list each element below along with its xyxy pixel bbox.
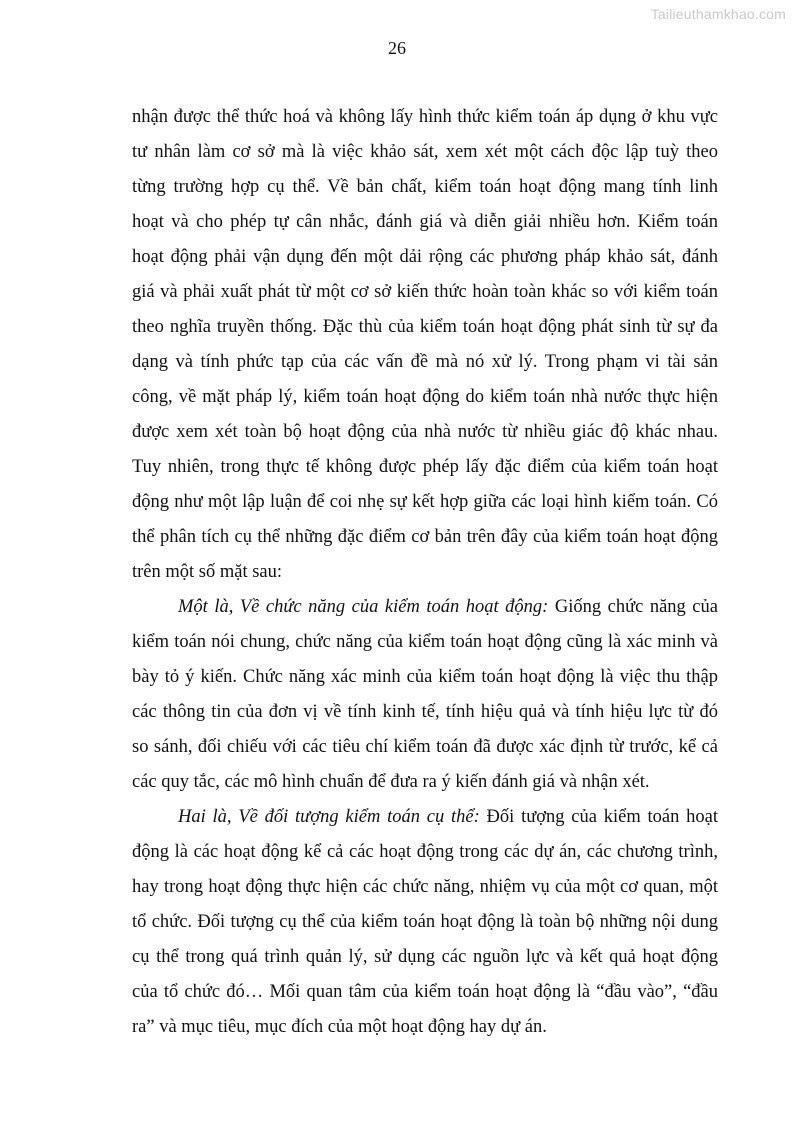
text-line: tổ chức. Đối tượng cụ thể của kiểm toán hoạt động là toàn bộ những nội dung — [132, 912, 718, 932]
paragraph-2 — [132, 590, 718, 800]
text-span: Đối tượng của kiểm toán hoạt — [479, 807, 718, 827]
text-line: dạng và tính phức tạp của các vấn đề mà nó xử lý. Trong phạm vi tài sản — [132, 352, 718, 372]
paragraph-3 — [132, 800, 718, 1045]
text-line: bày tỏ ý kiến. Chức năng xác minh của kiểm toán hoạt động là việc thu thập — [132, 667, 718, 687]
text-line: thể phân tích cụ thể những đặc điểm cơ bản trên đây của kiểm toán hoạt động — [132, 527, 718, 547]
text-line: giá và phải xuất phát từ một cơ sở kiến thức hoàn toàn khác so với kiểm toán — [132, 282, 718, 302]
text-line: được xem xét toàn bộ hoạt động của nhà nước từ nhiều giác độ khác nhau. — [132, 422, 718, 442]
text-line: hay trong hoạt động thực hiện các chức năng, nhiệm vụ của một cơ quan, một — [132, 877, 718, 897]
text-line: so sánh, đối chiếu với các tiêu chí kiểm toán đã được xác định từ trước, kể cả — [132, 737, 718, 757]
text-line: các quy tắc, các mô hình chuẩn để đưa ra ý kiến đánh giá và nhận xét. — [132, 772, 650, 792]
italic-heading: Hai là, Về đối tượng kiểm toán cụ thể: — [178, 807, 480, 827]
watermark-text: Tailieuthamkhao.com — [650, 6, 786, 22]
text-line: các thông tin của đơn vị về tính kinh tế, tính hiệu quả và tính hiệu lực từ đó — [132, 702, 718, 722]
text-line: nhận được thể thức hoá và không lấy hình thức kiểm toán áp dụng ở khu vực — [132, 107, 718, 127]
paragraph-lead-line — [132, 800, 718, 835]
text-line: động là các hoạt động kể cả các hoạt động trong các dự án, các chương trình, — [132, 842, 718, 862]
body-text — [132, 100, 718, 1045]
page-number: 26 — [388, 38, 406, 58]
text-line: hoạt động phải vận dụng đến một dải rộng các phương pháp khảo sát, đánh — [132, 247, 718, 267]
paragraph-lead-line — [132, 590, 718, 625]
text-line: tư nhân làm cơ sở mà là việc khảo sát, xem xét một cách độc lập tuỳ theo — [132, 142, 718, 162]
text-line: động như một lập luận để coi nhẹ sự kết hợp giữa các loại hình kiểm toán. Có — [132, 492, 718, 512]
text-line: Tuy nhiên, trong thực tế không được phép lấy đặc điểm của kiểm toán hoạt — [132, 457, 718, 477]
text-line: công, về mặt pháp lý, kiểm toán hoạt động do kiểm toán nhà nước thực hiện — [132, 387, 718, 407]
text-line: trên một số mặt sau: — [132, 562, 283, 582]
text-line: theo nghĩa truyền thống. Đặc thù của kiểm toán hoạt động phát sinh từ sự đa — [132, 317, 718, 337]
text-span: Giống chức năng của — [548, 597, 718, 617]
text-line: kiểm toán nói chung, chức năng của kiểm toán hoạt động cũng là xác minh và — [132, 632, 718, 652]
text-line: từng trường hợp cụ thể. Về bản chất, kiểm toán hoạt động mang tính linh — [132, 177, 718, 197]
text-line: cụ thể trong quá trình quản lý, sử dụng các nguồn lực và kết quả hoạt động — [132, 947, 718, 967]
text-line: của tổ chức đó… Mối quan tâm của kiểm toán hoạt động là “đầu vào”, “đầu — [132, 982, 718, 1002]
text-line: hoạt và cho phép tự cân nhắc, đánh giá và diễn giải nhiều hơn. Kiểm toán — [132, 212, 718, 232]
text-line: ra” và mục tiêu, mục đích của một hoạt động hay dự án. — [132, 1017, 547, 1037]
paragraph-1 — [132, 100, 718, 590]
italic-heading: Một là, Về chức năng của kiểm toán hoạt động: — [178, 597, 549, 617]
